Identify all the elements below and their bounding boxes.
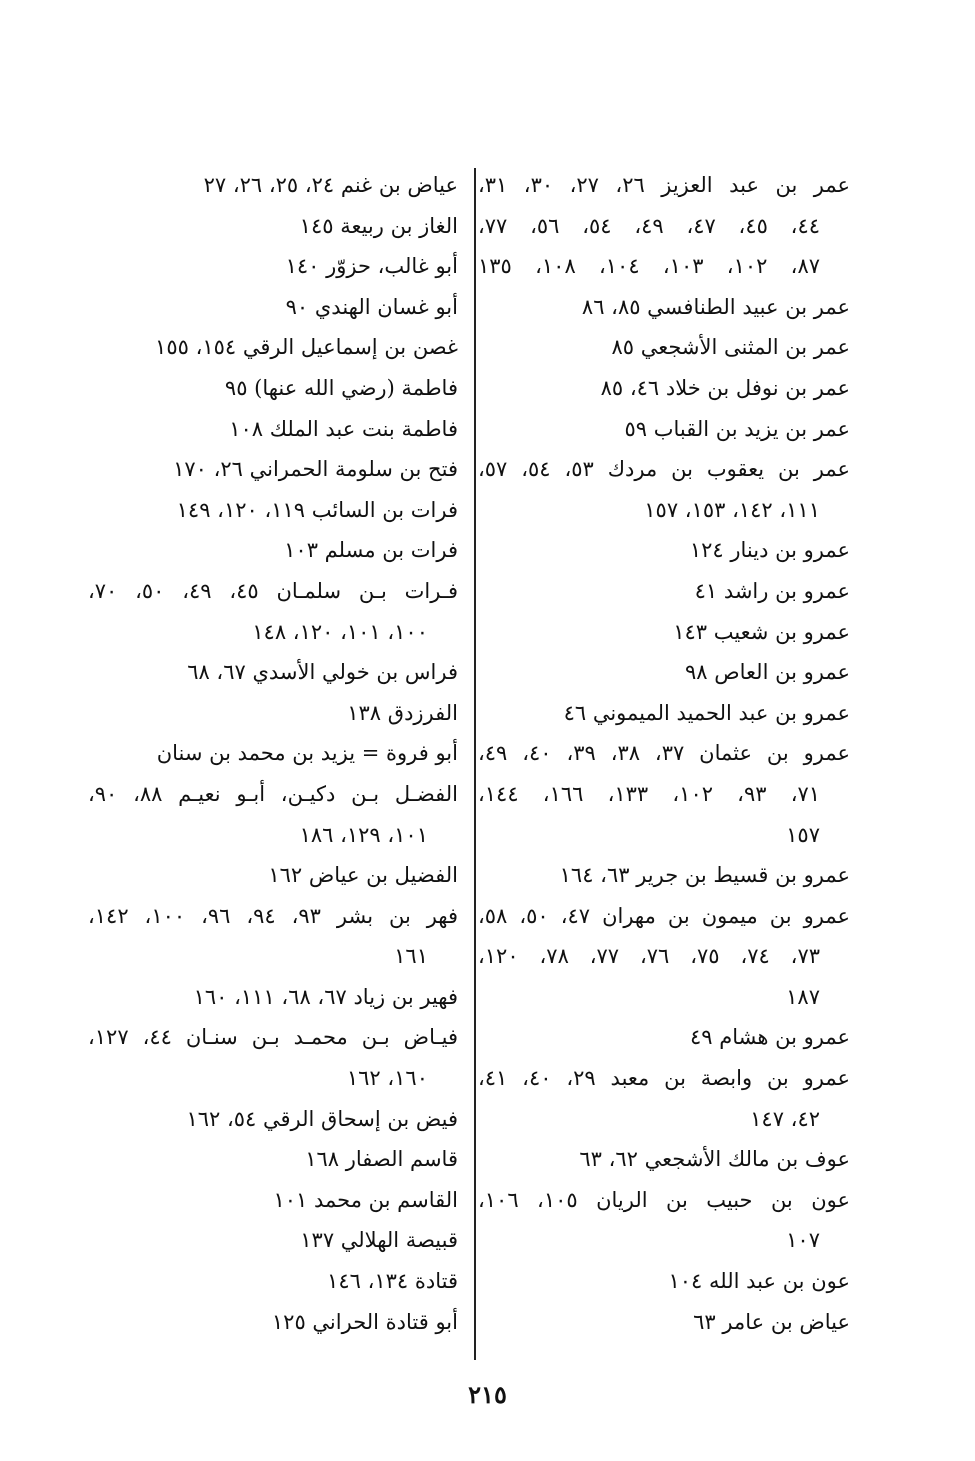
index-entry-continuation: ٤٤، ٤٥، ٤٧، ٤٩، ٥٤، ٥٦، ٧٧،: [478, 213, 820, 238]
index-entry-continuation: ١٠٠، ١٠١، ١٢٠، ١٤٨: [252, 619, 428, 644]
index-entry: عياض بن عامر ٦٣: [693, 1309, 850, 1334]
index-entry: عمرو بن وابصة بن معبد ٢٩، ٤٠، ٤١،: [478, 1066, 850, 1091]
index-entry: قاسم الصفار ١٦٨: [305, 1147, 458, 1172]
index-entry-continuation: ٤٢، ١٤٧: [750, 1106, 820, 1131]
index-entry: أبو غالب، حزوّر ١٤٠: [285, 254, 458, 279]
index-entry-continuation: ١٠٧: [786, 1228, 820, 1253]
index-entry-continuation: ١٨٧: [786, 984, 820, 1009]
index-entry: عمر بن عبيد الطنافسي ٨٥، ٨٦: [581, 294, 850, 319]
index-entry: غصن بن إسماعيل الرقي ١٥٤، ١٥٥: [155, 335, 458, 360]
index-entry: فرات بن السائب ١١٩، ١٢٠، ١٤٩: [176, 497, 458, 522]
index-entry-continuation: ٧١، ٩٣، ١٠٢، ١٣٣، ١٦٦، ١٤٤،: [478, 781, 821, 806]
index-entry: عون بن حبيب بن الريان ١٠٥، ١٠٦،: [478, 1187, 850, 1212]
index-entry: الفضـل بـن دكيـن، أبـو نعيـم ٨٨، ٩٠،: [88, 781, 458, 806]
index-entry: عمرو بن راشد ٤١: [694, 578, 850, 603]
index-entry-continuation: ٧٣، ٧٤، ٧٥، ٧٦، ٧٧، ٧٨، ١٢٠،: [478, 944, 821, 969]
index-entry: فتح بن سلومة الحمراني ٢٦، ١٧٠: [173, 457, 458, 482]
index-entry: عمر بن يعقوب بن مردك ٥٣، ٥٤، ٥٧،: [478, 457, 850, 482]
index-entry: فرات بن مسلم ١٠٣: [284, 538, 458, 563]
index-entry: عياض بن غنم ٢٤، ٢٥، ٢٦، ٢٧: [203, 173, 458, 197]
index-entry: عون بن عبد الله ١٠٤: [668, 1269, 850, 1294]
index-entry-continuation: ١١١، ١٤٢، ١٥٣، ١٥٧: [644, 497, 820, 522]
index-entry: الغاز بن ربيعة ١٤٥: [299, 213, 458, 238]
index-entry: عوف بن مالك الأشجعي ٦٢، ٦٣: [579, 1147, 850, 1172]
index-entry: الفضيل بن عياض ١٦٢: [268, 863, 458, 888]
index-entry: فاطمة (رضي الله عنها) ٩٥: [224, 375, 458, 400]
index-entry: فراس بن خولي الأسدي ٦٧، ٦٨: [187, 660, 458, 685]
index-entry-continuation: ١٥٧: [786, 822, 820, 847]
index-entry: عمر بن يزيد بن القباب ٥٩: [624, 416, 850, 441]
index-entry: فهير بن زياد ٦٧، ٦٨، ١١١، ١٦٠: [193, 984, 458, 1009]
index-entry: القاسم بن محمد ١٠١: [273, 1187, 458, 1212]
index-entry: عمر بن المثنى الأشجعي ٨٥: [611, 335, 850, 360]
index-entry: أبو فروة = يزيد بن محمد بن سنان: [156, 741, 458, 766]
index-entry: الفرزدق ١٣٨: [347, 700, 458, 725]
index-entry: قبيصة الهلالي ١٣٧: [300, 1228, 458, 1253]
index-entry: عمرو بن العاص ٩٨: [685, 660, 850, 685]
index-entry: عمرو بن عثمان ٣٧، ٣٨، ٣٩، ٤٠، ٤٩،: [478, 741, 850, 766]
index-entry: عمرو بن قسيط بن جرير ٦٣، ١٦٤: [559, 863, 850, 888]
index-entry: أبو قتادة الحراني ١٢٥: [271, 1309, 458, 1334]
index-entry: قتادة ١٣٤، ١٤٦: [327, 1269, 458, 1294]
index-entry: فيض بن إسحاق الرقي ٥٤، ١٦٢: [186, 1106, 458, 1131]
index-entry-continuation: ١٦٠، ١٦٢: [346, 1066, 428, 1091]
index-entry: عمرو بن شعيب ١٤٣: [673, 619, 850, 644]
index-entry: عمرو بن ميمون بن مهران ٤٧، ٥٠، ٥٨،: [478, 903, 850, 928]
index-entry: فيـاض بـن محمـد بـن سنـان ٤٤، ١٢٧،: [88, 1025, 458, 1050]
index-column-right: [478, 165, 850, 1342]
index-entry: عمر بن عبد العزيز ٢٦، ٢٧، ٣٠، ٣١،: [478, 173, 850, 197]
index-entry-continuation: ١٠١، ١٢٩، ١٨٦: [299, 822, 428, 847]
page-number: ٢١٥: [468, 1380, 507, 1409]
index-entry-continuation: ٨٧، ١٠٢، ١٠٣، ١٠٤، ١٠٨، ١٣٥: [478, 254, 821, 279]
index-entry: فاطمة بنت عبد الملك ١٠٨: [229, 416, 458, 441]
column-divider: [474, 168, 476, 1360]
index-entry: فهر بن بشر ٩٣، ٩٤، ٩٦، ١٠٠، ١٤٢،: [88, 903, 458, 928]
index-column-left: [88, 165, 458, 1342]
index-entry: أبو غسان الهندي ٩٠: [285, 294, 458, 319]
index-entry: عمرو بن دينار ١٢٤: [689, 538, 850, 563]
index-entry: عمرو بن عبد الحميد الميموني ٤٦: [563, 700, 850, 725]
index-entry: عمرو بن هشام ٤٩: [689, 1025, 850, 1050]
index-entry: عمر بن نوفل بن خلاد ٤٦، ٨٥: [600, 375, 850, 400]
index-entry: فـرات بـن سلمـان ٤٥، ٤٩، ٥٠، ٧٠،: [88, 578, 458, 603]
index-entry-continuation: ١٦١: [394, 944, 428, 969]
